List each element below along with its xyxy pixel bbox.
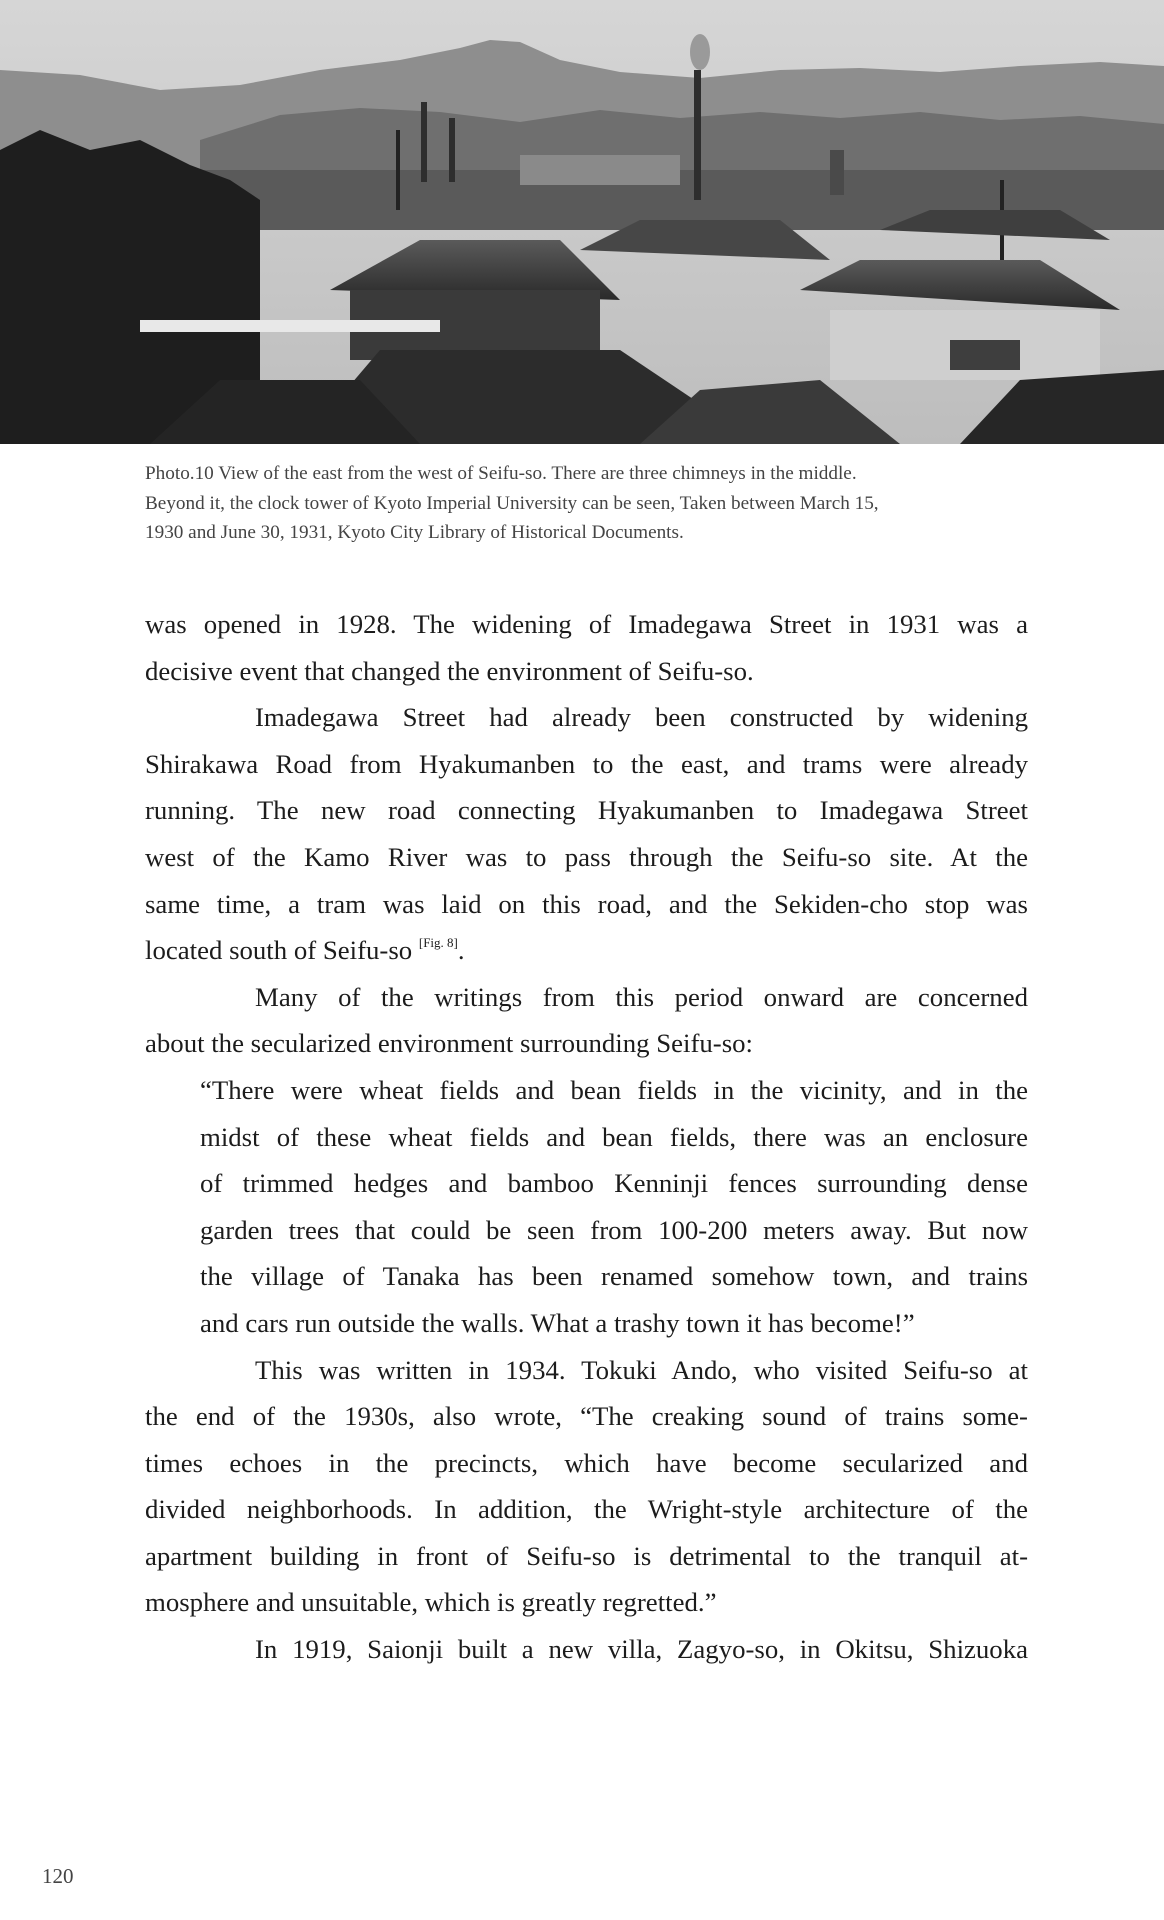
- body-line-4: Shirakawa Road from Hyakumanben to the east, and trams were already: [145, 748, 1028, 779]
- body-line-9: Many of the writings from this period onward are concerned: [255, 981, 1028, 1012]
- caption-line-3: 1930 and June 30, 1931, Kyoto City Library of Historical Documents.: [145, 522, 684, 543]
- quote-line-3: of trimmed hedges and bamboo Kenninji fences surrounding dense: [200, 1168, 1028, 1199]
- quote-line-6: and cars run outside the walls. What a trashy town it has become!”: [200, 1307, 915, 1338]
- quote-line-4: garden trees that could be seen from 100-200 meters away. But now: [200, 1214, 1028, 1245]
- body-line-2: decisive event that changed the environment of Seifu-so.: [145, 655, 754, 686]
- caption-line-1: Photo.10 View of the east from the west of Seifu-so. There are three chimneys in the middle.: [145, 463, 857, 484]
- body-line-12: the end of the 1930s, also wrote, “The creaking sound of trains some-: [145, 1401, 1028, 1432]
- body-line-14: divided neighborhoods. In addition, the Wright-style architecture of the: [145, 1494, 1028, 1525]
- body-line-1: was opened in 1928. The widening of Imadegawa Street in 1931 was a: [145, 609, 1028, 639]
- photo-illustration: [0, 0, 1164, 444]
- body-line-17: In 1919, Saionji built a new villa, Zagyo-so, in Okitsu, Shizuoka: [255, 1634, 1028, 1665]
- body-line-13: times echoes in the precincts, which have become secularized and: [145, 1447, 1028, 1478]
- body-text: [145, 601, 1028, 1673]
- body-line-10: about the secularized environment surrounding Seifu-so:: [145, 1028, 753, 1059]
- body-line-8-text: located south of Seifu-so: [145, 935, 419, 966]
- body-line-15: apartment building in front of Seifu-so is detrimental to the tranquil at-: [145, 1540, 1028, 1571]
- photo-caption: [145, 459, 1025, 548]
- body-line-11: This was written in 1934. Tokuki Ando, who visited Seifu-so at: [255, 1354, 1028, 1385]
- page-number: 120: [42, 1864, 74, 1888]
- body-line-16: mosphere and unsuitable, which is greatly regretted.”: [145, 1587, 717, 1618]
- quote-line-1: “There were wheat fields and bean fields in the vicinity, and in the: [200, 1074, 1028, 1105]
- body-line-8: [145, 927, 1028, 974]
- body-line-3: Imadegawa Street had already been constructed by widening: [255, 702, 1028, 733]
- body-line-5: running. The new road connecting Hyakumanben to Imadegawa Street: [145, 795, 1028, 826]
- caption-line-2: Beyond it, the clock tower of Kyoto Imperial University can be seen, Taken between March 15,: [145, 492, 879, 514]
- historical-photo: [0, 0, 1164, 444]
- body-line-6: west of the Kamo River was to pass through the Seifu-so site. At the: [145, 841, 1028, 872]
- body-line-8-end: .: [457, 935, 465, 966]
- body-line-7: same time, a tram was laid on this road, and the Sekiden-cho stop was: [145, 888, 1028, 919]
- quote-line-5: the village of Tanaka has been renamed somehow town, and trains: [200, 1261, 1028, 1292]
- quote-line-2: midst of these wheat fields and bean fields, there was an enclosure: [200, 1121, 1028, 1152]
- figure-reference: [Fig. 8]: [418, 935, 458, 951]
